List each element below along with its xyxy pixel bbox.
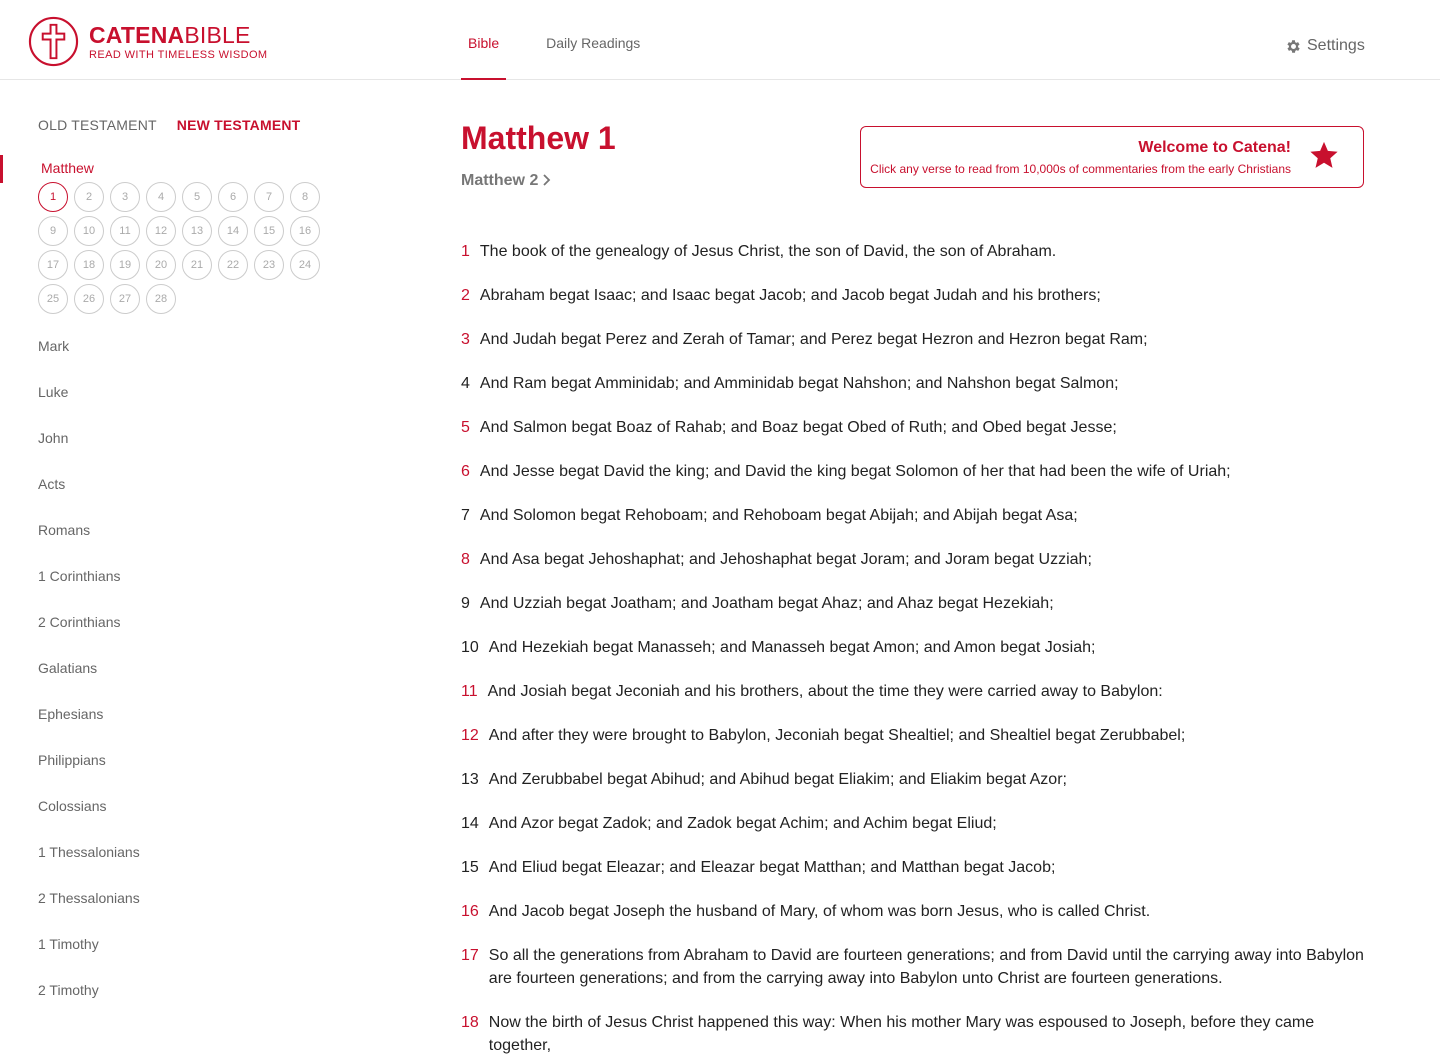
chapter-button[interactable]: 4: [146, 182, 176, 212]
book-sidebar: [0, 80, 420, 1024]
chapter-button[interactable]: 19: [110, 250, 140, 280]
chapter-button[interactable]: 9: [38, 216, 68, 246]
chapter-button[interactable]: 18: [74, 250, 104, 280]
sidebar-book-item[interactable]: 2 Thessalonians: [38, 890, 140, 906]
verse-row[interactable]: [461, 724, 1364, 747]
verse-number: 1: [461, 243, 470, 260]
verse-text: And Eliud begat Eleazar; and Eleazar begat Matthan; and Matthan begat Jacob;: [488, 859, 1056, 876]
chapter-button[interactable]: 14: [218, 216, 248, 246]
chapter-button[interactable]: 17: [38, 250, 68, 280]
chapter-button[interactable]: 22: [218, 250, 248, 280]
sidebar-book-item[interactable]: Ephesians: [38, 706, 104, 722]
sidebar-book-item[interactable]: 1 Timothy: [38, 936, 99, 952]
verse-row[interactable]: [461, 768, 1364, 791]
verse-number: 11: [461, 683, 478, 700]
verse-number: 9: [461, 595, 470, 612]
chapter-button[interactable]: 25: [38, 284, 68, 314]
verse-number: 10: [461, 639, 479, 656]
verse-number: 6: [461, 463, 470, 480]
verse-row[interactable]: [461, 1011, 1364, 1057]
verse-row[interactable]: [461, 680, 1364, 703]
sidebar-book-item[interactable]: John: [38, 430, 69, 446]
sidebar-book-item[interactable]: Mark: [38, 338, 70, 354]
cross-logo-icon: [28, 16, 79, 67]
verse-number: 2: [461, 287, 470, 304]
verse-number: 4: [461, 375, 470, 392]
chapter-button[interactable]: 8: [290, 182, 320, 212]
chapter-button[interactable]: 5: [182, 182, 212, 212]
tab-daily-readings[interactable]: Daily Readings: [546, 35, 641, 51]
logo[interactable]: [28, 16, 267, 67]
chapter-button[interactable]: 28: [146, 284, 176, 314]
verse-text: And Asa begat Jehoshaphat; and Jehoshaphat begat Joram; and Joram begat Uzziah;: [479, 551, 1092, 568]
chapter-button[interactable]: 12: [146, 216, 176, 246]
sidebar-book-item[interactable]: Philippians: [38, 752, 106, 768]
brand-tagline: READ WITH TIMELESS WISDOM: [89, 48, 268, 61]
verse-row[interactable]: [461, 416, 1364, 439]
verse-number: 8: [461, 551, 470, 568]
chevron-right-icon: [542, 174, 551, 186]
verse-row[interactable]: [461, 240, 1364, 263]
verse-text: And Judah begat Perez and Zerah of Tamar; and Perez begat Hezron and Hezron begat Ram;: [479, 331, 1148, 348]
chapter-button[interactable]: 26: [74, 284, 104, 314]
current-book[interactable]: [0, 155, 420, 183]
verse-row[interactable]: [461, 460, 1364, 483]
verse-text: The book of the genealogy of Jesus Christ, the son of David, the son of Abraham.: [479, 243, 1057, 260]
main-nav: [461, 0, 647, 80]
verse-row[interactable]: [461, 284, 1364, 307]
welcome-title: Welcome to Catena!: [1138, 139, 1291, 156]
chapter-button[interactable]: 3: [110, 182, 140, 212]
verse-row[interactable]: [461, 548, 1364, 571]
verse-text: And Zerubbabel begat Abihud; and Abihud begat Eliakim; and Eliakim begat Azor;: [488, 771, 1067, 788]
welcome-subtitle: Click any verse to read from 10,000s of commentaries from the early Christians: [870, 162, 1291, 176]
verse-text: And Uzziah begat Joatham; and Joatham begat Ahaz; and Ahaz begat Hezekiah;: [479, 595, 1054, 612]
verse-text: And Ram begat Amminidab; and Amminidab begat Nahshon; and Nahshon begat Salmon;: [479, 375, 1119, 392]
verse-row[interactable]: [461, 328, 1364, 351]
verse-row[interactable]: [461, 812, 1364, 835]
verse-row[interactable]: [461, 856, 1364, 879]
gear-icon: [1285, 38, 1302, 55]
verse-row[interactable]: [461, 944, 1364, 990]
verse-text: And Josiah begat Jeconiah and his brothers, about the time they were carried away to Babylon:: [487, 683, 1163, 700]
sidebar-book-item[interactable]: Romans: [38, 522, 91, 538]
page-title: Matthew 1: [461, 120, 616, 156]
chapter-button[interactable]: 21: [182, 250, 212, 280]
chapter-button[interactable]: 24: [290, 250, 320, 280]
sidebar-book-item[interactable]: 1 Corinthians: [38, 568, 121, 584]
star-icon: [1309, 140, 1339, 170]
verse-number: 15: [461, 859, 479, 876]
verse-text: Abraham begat Isaac; and Isaac begat Jacob; and Jacob begat Judah and his brothers;: [479, 287, 1101, 304]
chapter-button[interactable]: 16: [290, 216, 320, 246]
verse-number: 18: [461, 1014, 479, 1031]
verse-number: 16: [461, 903, 479, 920]
tab-bible[interactable]: Bible: [461, 0, 506, 80]
chapter-button[interactable]: 1: [38, 182, 68, 212]
sidebar-book-item[interactable]: Galatians: [38, 660, 98, 676]
testament-switcher: [38, 117, 300, 133]
chapter-button[interactable]: 15: [254, 216, 284, 246]
verse-number: 13: [461, 771, 479, 788]
verse-number: 3: [461, 331, 470, 348]
chapter-button[interactable]: 20: [146, 250, 176, 280]
top-header: [0, 0, 1440, 80]
tab-old-testament[interactable]: OLD TESTAMENT: [38, 117, 157, 133]
verse-text: And Solomon begat Rehoboam; and Rehoboam begat Abijah; and Abijah begat Asa;: [479, 507, 1078, 524]
logo-text: [89, 23, 267, 61]
verse-number: 5: [461, 419, 470, 436]
brand-name: CATENABIBLE: [89, 21, 251, 48]
settings-button[interactable]: [1285, 37, 1365, 55]
welcome-banner[interactable]: [860, 126, 1364, 188]
verse-number: 12: [461, 727, 479, 744]
chapter-button[interactable]: 11: [110, 216, 140, 246]
settings-label: Settings: [1307, 37, 1365, 54]
verse-text: And Jesse begat David the king; and David the king begat Solomon of her that had been the wife of Uriah;: [479, 463, 1231, 480]
sidebar-book-item[interactable]: Colossians: [38, 798, 107, 814]
verse-text: Now the birth of Jesus Christ happened this way: When his mother Mary was espoused to Joseph, before they came together,: [488, 1014, 1315, 1054]
chapter-button[interactable]: 27: [110, 284, 140, 314]
chapter-button[interactable]: 6: [218, 182, 248, 212]
sidebar-book-item[interactable]: 1 Thessalonians: [38, 844, 140, 860]
verse-row[interactable]: [461, 636, 1364, 659]
sidebar-book-item[interactable]: Acts: [38, 476, 66, 492]
sidebar-book-item[interactable]: Luke: [38, 384, 69, 400]
verse-number: 17: [461, 947, 479, 964]
verse-row[interactable]: [461, 592, 1364, 615]
verse-number: 7: [461, 507, 470, 524]
verse-text: And Hezekiah begat Manasseh; and Manasseh begat Amon; and Amon begat Josiah;: [488, 639, 1096, 656]
chapter-button[interactable]: 23: [254, 250, 284, 280]
current-book-name: Matthew: [41, 160, 94, 176]
chapter-button[interactable]: 10: [74, 216, 104, 246]
next-chapter-label: Matthew 2: [461, 172, 539, 189]
verse-row[interactable]: [461, 372, 1364, 395]
verse-text: And Salmon begat Boaz of Rahab; and Boaz begat Obed of Ruth; and Obed begat Jesse;: [479, 419, 1117, 436]
sidebar-book-item[interactable]: 2 Corinthians: [38, 614, 121, 630]
chapter-button[interactable]: 7: [254, 182, 284, 212]
verse-text: So all the generations from Abraham to David are fourteen generations; and from David until the carrying away into Babylon are fourteen generations; and from the carrying away into Babylon unto Christ are fourteen generations.: [488, 947, 1364, 987]
chapter-button[interactable]: 2: [74, 182, 104, 212]
chapter-button[interactable]: 13: [182, 216, 212, 246]
verse-number: 14: [461, 815, 479, 832]
verse-text: And Azor begat Zadok; and Zadok begat Achim; and Achim begat Eliud;: [488, 815, 997, 832]
sidebar-book-item[interactable]: 2 Timothy: [38, 982, 99, 998]
verse-text: And Jacob begat Joseph the husband of Mary, of whom was born Jesus, who is called Christ.: [488, 903, 1151, 920]
verse-text: And after they were brought to Babylon, Jeconiah begat Shealtiel; and Shealtiel begat Zerubbabel;: [488, 727, 1186, 744]
active-indicator: [0, 155, 3, 183]
verse-row[interactable]: [461, 900, 1364, 923]
verse-row[interactable]: [461, 504, 1364, 527]
next-chapter-link[interactable]: [461, 172, 551, 190]
tab-new-testament[interactable]: NEW TESTAMENT: [176, 117, 301, 133]
